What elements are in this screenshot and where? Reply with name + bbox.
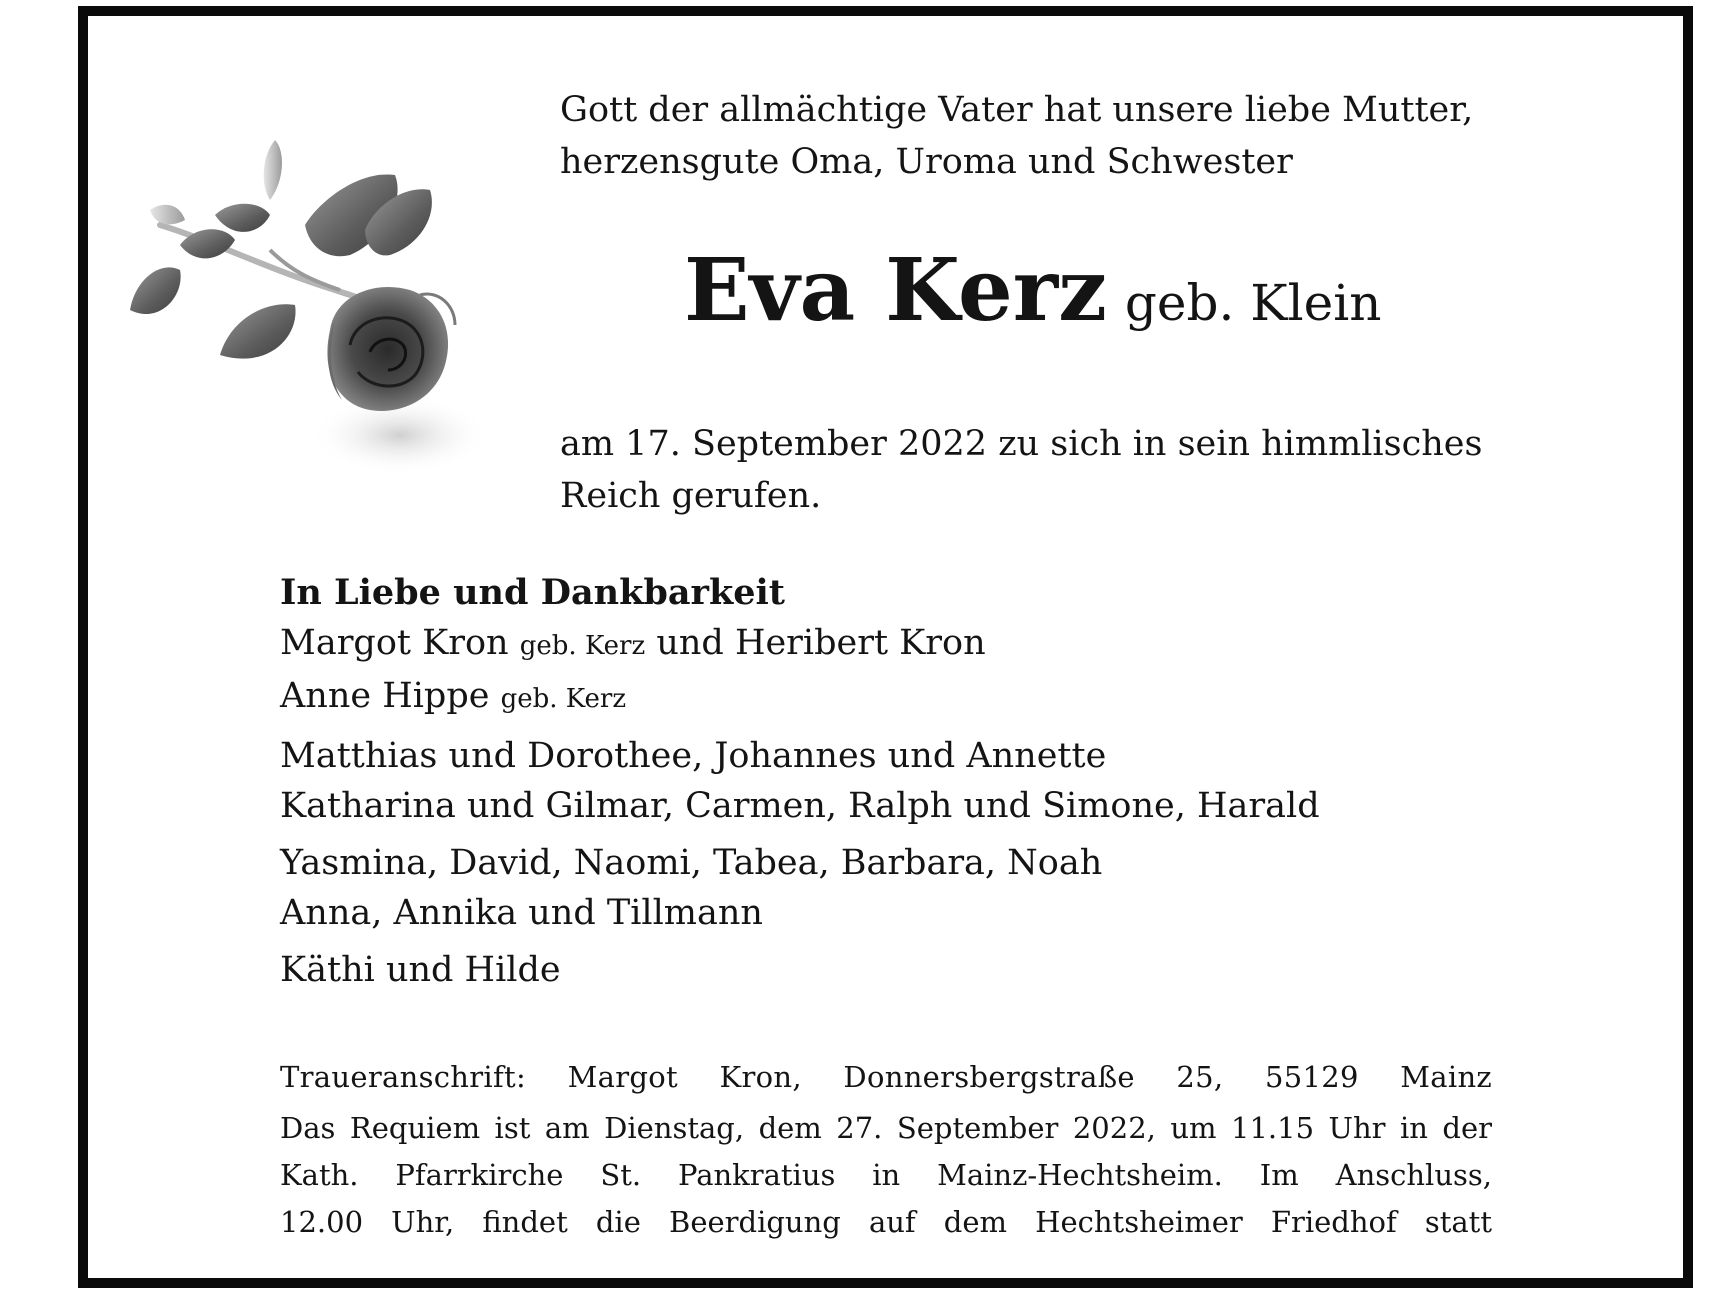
requiem-line: 12.00 Uhr, findet die Beerdigung auf dem Hechtsheimer Friedhof statt xyxy=(280,1205,1492,1239)
mourner-partner: und Heribert Kron xyxy=(656,623,986,663)
requiem-line: Kath. Pfarrkirche St. Pankratius in Mainz-Hechtsheim. Im Anschluss, xyxy=(280,1158,1492,1192)
funeral-notice xyxy=(280,1054,1492,1246)
mourner-line: Anna, Annika und Tillmann xyxy=(280,893,763,933)
mourners-list xyxy=(280,568,1520,995)
mourner-line xyxy=(280,671,1520,724)
leaf-icon xyxy=(220,304,296,358)
deceased-maiden-name: geb. Klein xyxy=(1124,274,1382,332)
deceased-name: Eva Kerz xyxy=(684,240,1107,341)
mourner-line: Matthias und Dorothee, Johannes und Annette xyxy=(280,736,1107,776)
mourner-maiden-name: geb. Kerz xyxy=(519,631,646,661)
intro-line: Gott der allmächtige Vater hat unsere liebe Mutter, xyxy=(560,90,1474,130)
intro-line: herzensgute Oma, Uroma und Schwester xyxy=(560,142,1293,182)
mourners-lead: In Liebe und Dankbarkeit xyxy=(280,572,785,613)
death-line: am 17. September 2022 zu sich in sein himmlisches xyxy=(560,424,1483,464)
rose-flower-icon xyxy=(327,287,455,411)
mourner-line: Käthi und Hilde xyxy=(280,950,561,990)
deceased-name-block xyxy=(684,240,1381,341)
rose-illustration xyxy=(120,130,500,490)
intro-text xyxy=(560,84,1560,188)
mourner-name: Anne Hippe xyxy=(280,676,490,716)
leaf-icon xyxy=(215,204,270,232)
leaf-icon xyxy=(264,140,282,200)
death-line: Reich gerufen. xyxy=(560,476,822,516)
requiem-line: Das Requiem ist am Dienstag, dem 27. September 2022, um 11.15 Uhr in der xyxy=(280,1111,1492,1145)
mourner-line xyxy=(280,618,1520,671)
mourner-name: Margot Kron xyxy=(280,623,509,663)
death-text xyxy=(560,418,1560,522)
mourner-line: Yasmina, David, Naomi, Tabea, Barbara, Noah xyxy=(280,843,1103,883)
mourning-address: Traueranschrift: Margot Kron, Donnersbergstraße 25, 55129 Mainz xyxy=(280,1060,1492,1094)
mourner-maiden-name: geb. Kerz xyxy=(500,684,627,714)
leaf-icon xyxy=(150,205,185,225)
leaf-icon xyxy=(130,267,181,314)
mourner-line: Katharina und Gilmar, Carmen, Ralph und Simone, Harald xyxy=(280,786,1320,826)
